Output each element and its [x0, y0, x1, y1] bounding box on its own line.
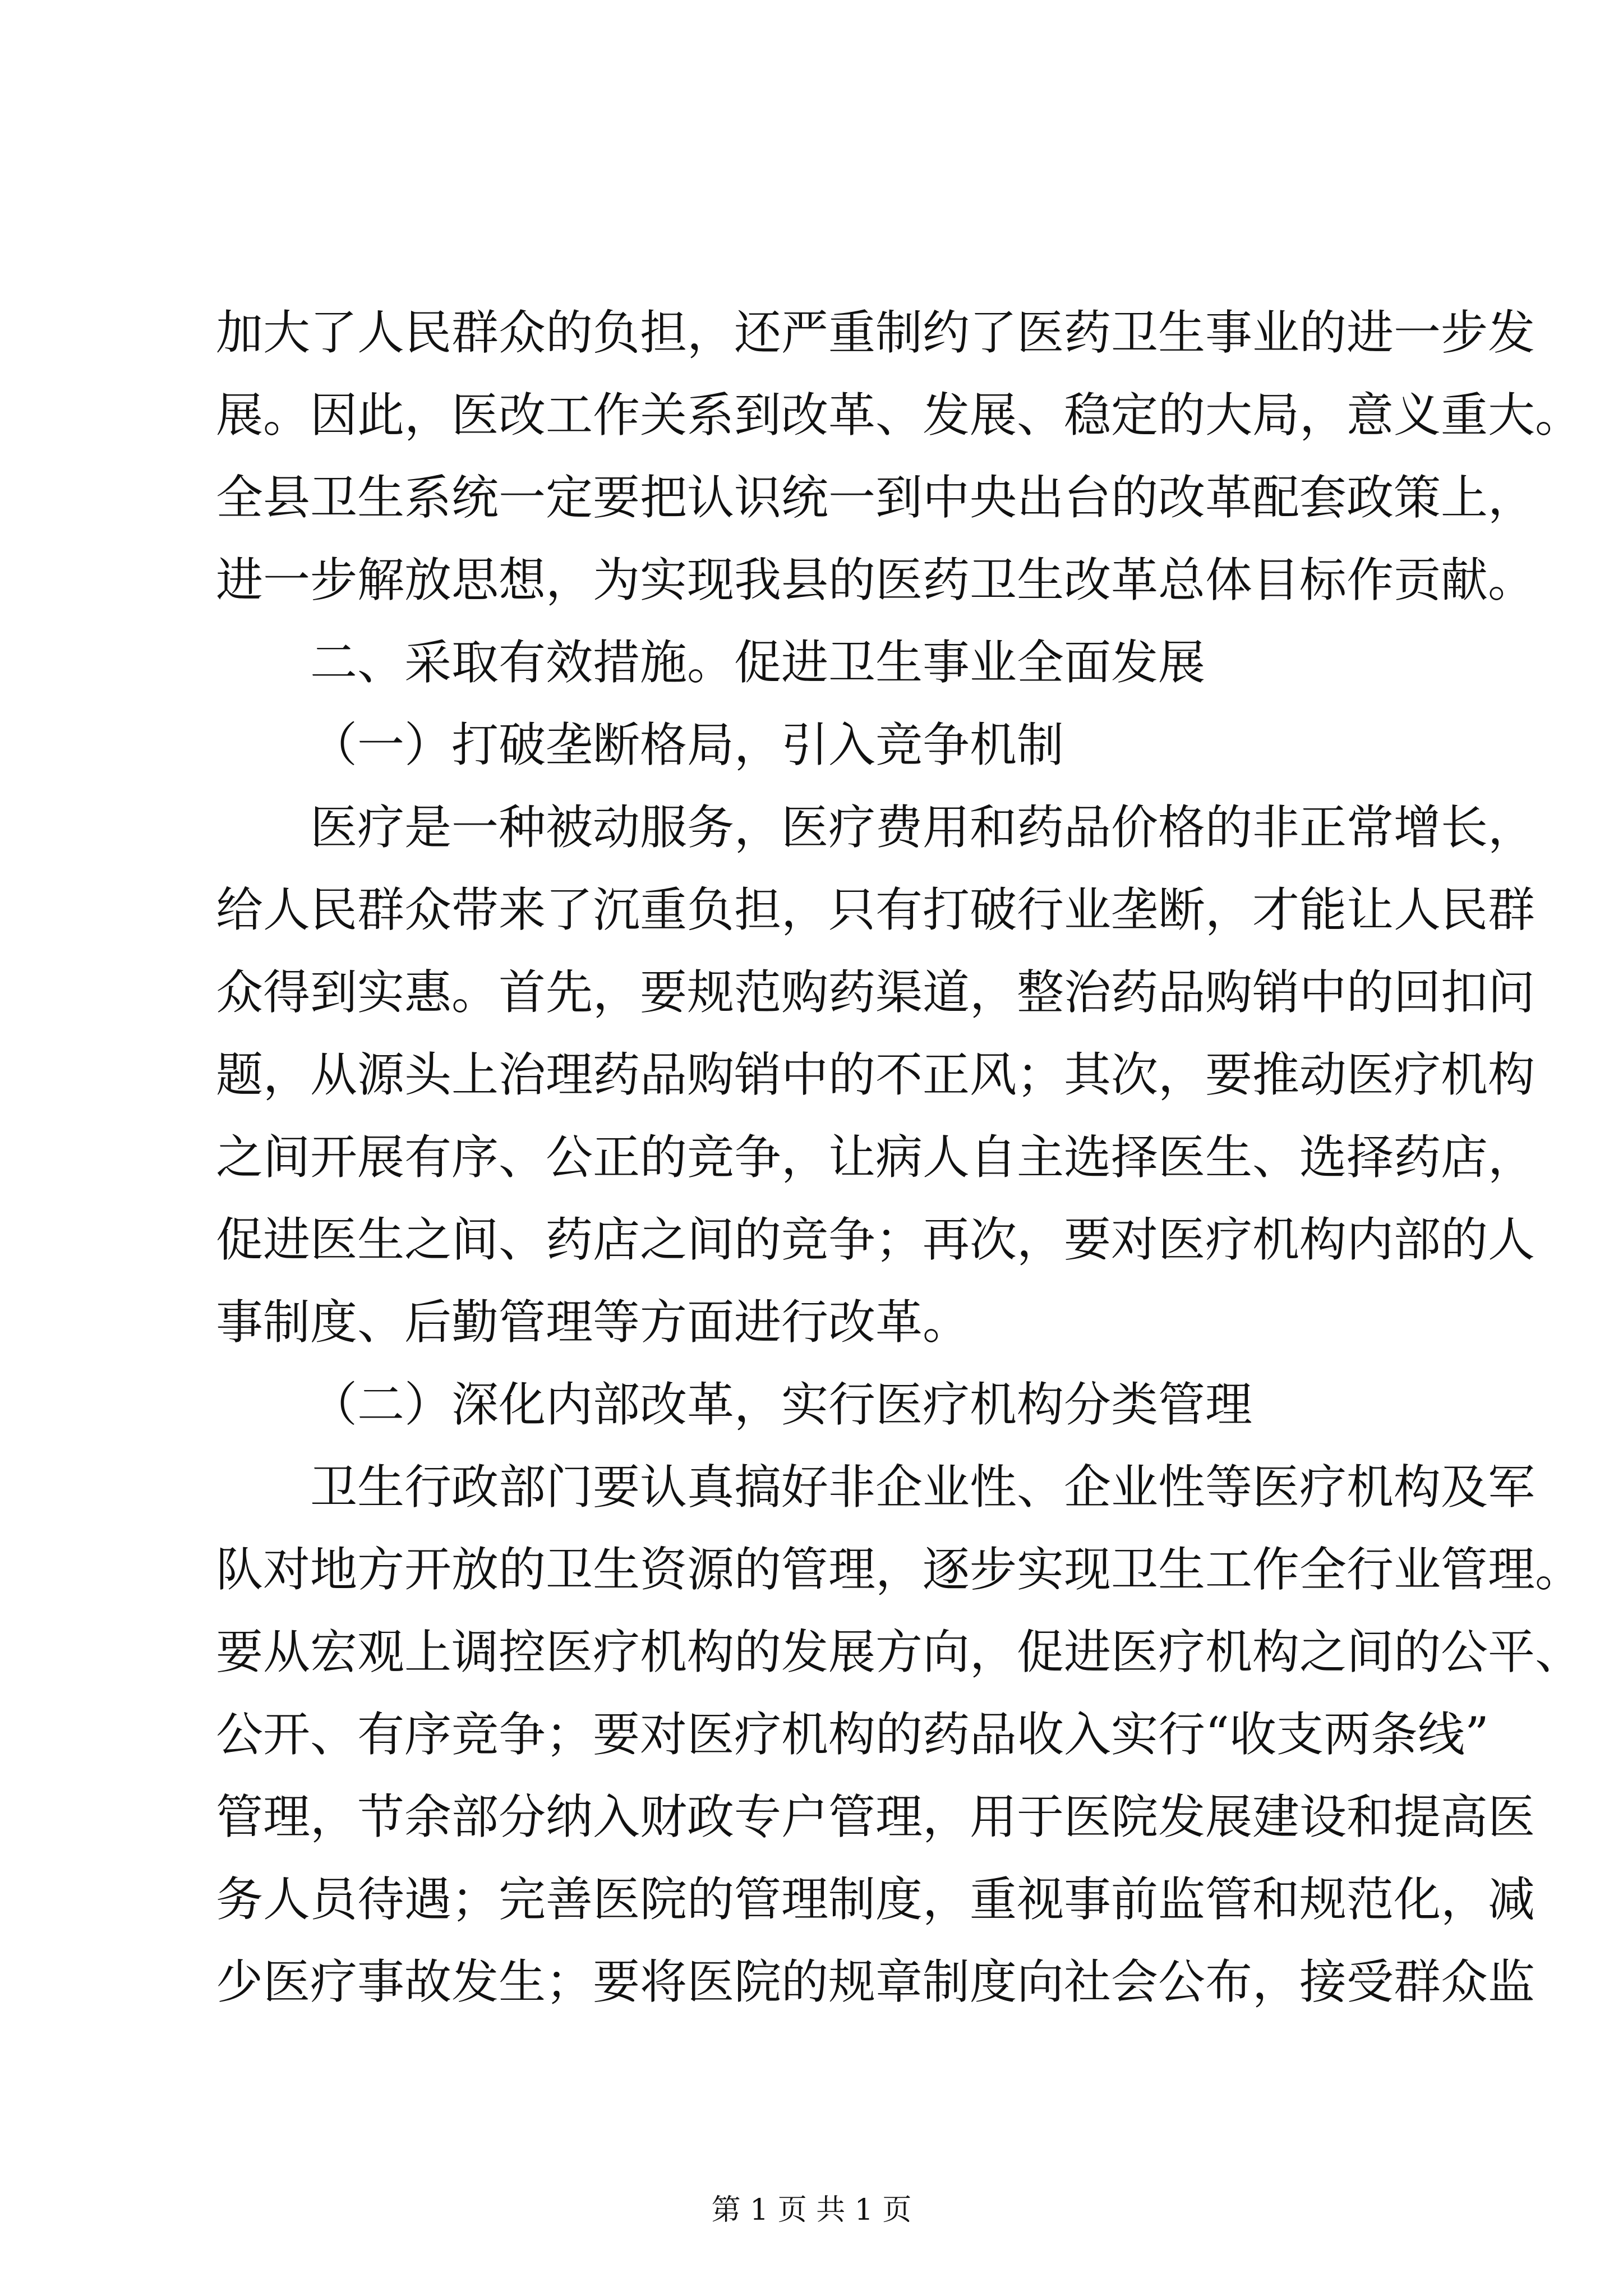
- paragraph-line: 事制度、后勤管理等方面进行改革。: [216, 1295, 970, 1350]
- paragraph-line: 展。因此，医改工作关系到改革、发展、稳定的大局，意义重大。: [216, 388, 1583, 443]
- paragraph-line: 促进医生之间、药店之间的竞争；再次，要对医疗机构内部的人: [216, 1212, 1536, 1267]
- paragraph-line: 众得到实惠。首先，要规范购药渠道，整治药品购销中的回扣问: [216, 965, 1536, 1020]
- page-footer: 第 1 页 共 1 页: [711, 2193, 912, 2227]
- subsection-heading: （二）深化内部改革，实行医疗机构分类管理: [310, 1377, 1253, 1432]
- paragraph-line: 加大了人民群众的负担，还严重制约了医药卫生事业的进一步发: [216, 305, 1536, 360]
- paragraph-line: 队对地方开放的卫生资源的管理，逐步实现卫生工作全行业管理。: [216, 1542, 1583, 1597]
- paragraph-line: 医疗是一种被动服务，医疗费用和药品价格的非正常增长，: [310, 800, 1536, 855]
- section-heading: 二、采取有效措施。促进卫生事业全面发展: [310, 635, 1206, 690]
- paragraph-line: 管理，节余部分纳入财政专户管理，用于医院发展建设和提高医: [216, 1789, 1536, 1844]
- paragraph-line: 卫生行政部门要认真搞好非企业性、企业性等医疗机构及军: [310, 1460, 1536, 1515]
- paragraph-line: 务人员待遇；完善医院的管理制度，重视事前监管和规范化，减: [216, 1872, 1536, 1927]
- paragraph-line: 少医疗事故发生；要将医院的规章制度向社会公布，接受群众监: [216, 1954, 1536, 2009]
- paragraph-line: 进一步解放思想，为实现我县的医药卫生改革总体目标作贡献。: [216, 553, 1536, 608]
- paragraph-line: 要从宏观上调控医疗机构的发展方向，促进医疗机构之间的公平、: [216, 1625, 1583, 1680]
- paragraph-line: 全县卫生系统一定要把认识统一到中央出台的改革配套政策上，: [216, 470, 1536, 525]
- paragraph-line: 之间开展有序、公正的竞争，让病人自主选择医生、选择药店，: [216, 1130, 1536, 1185]
- paragraph-line: 公开、有序竞争；要对医疗机构的药品收入实行“收支两条线”: [216, 1707, 1489, 1762]
- subsection-heading: （一）打破垄断格局，引入竞争机制: [310, 717, 1064, 772]
- paragraph-line: 题，从源头上治理药品购销中的不正风；其次，要推动医疗机构: [216, 1047, 1536, 1102]
- document-body: [216, 292, 1583, 2023]
- paragraph-line: 给人民群众带来了沉重负担，只有打破行业垄断，才能让人民群: [216, 882, 1536, 937]
